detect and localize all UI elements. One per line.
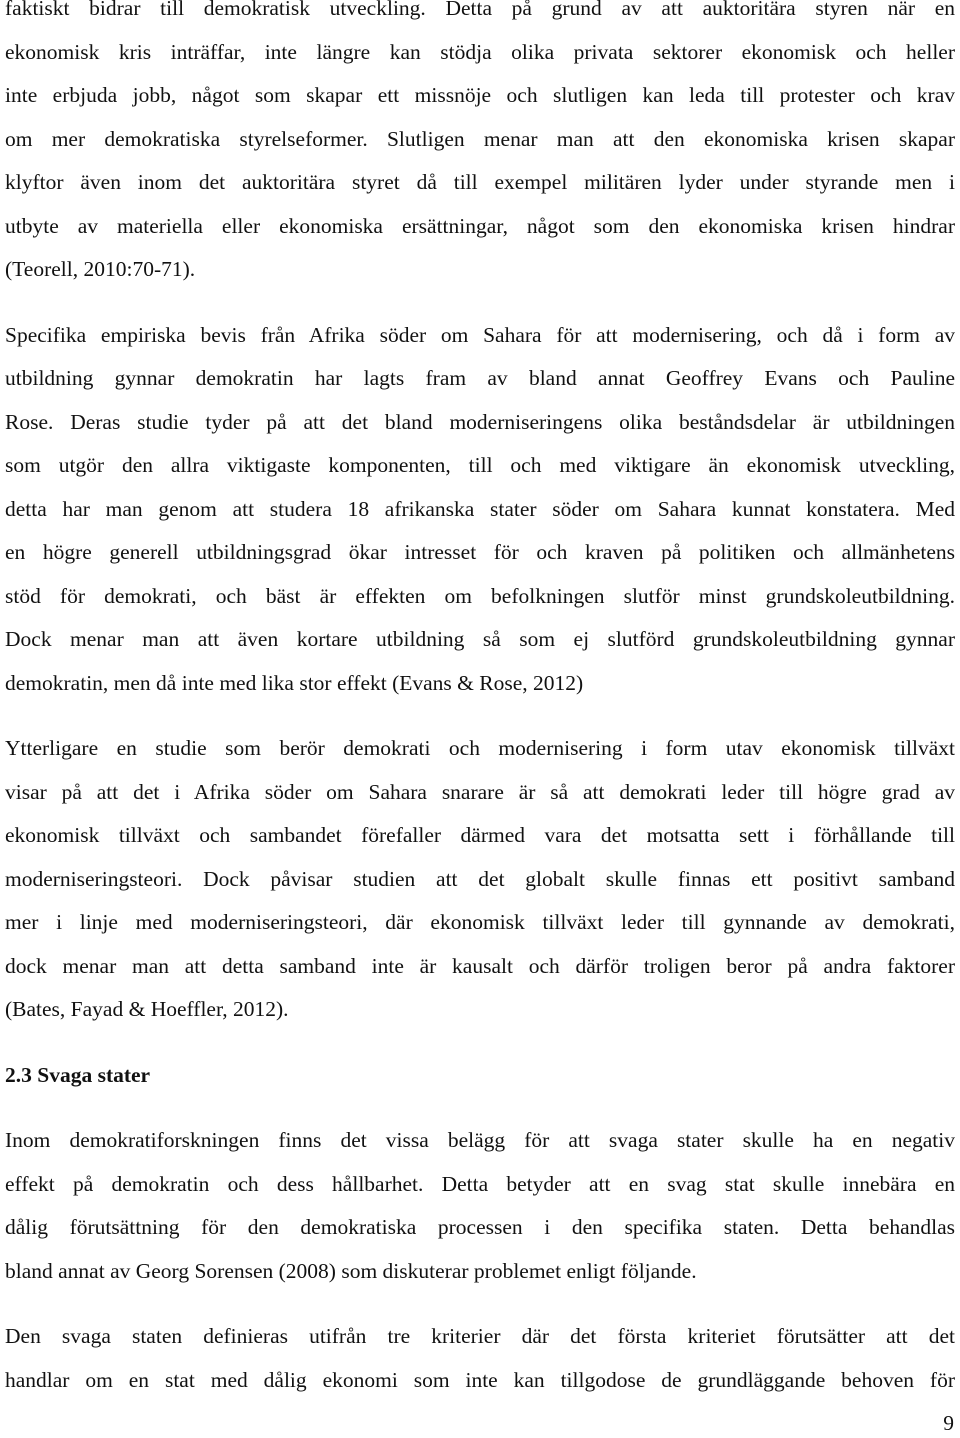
- text-line: mer i linje med moderniseringsteori, där ekonomisk tillväxt leder till gynnande av demokrati,: [5, 910, 955, 934]
- text-line: effekt på demokratin och dess hållbarhet. Detta betyder att en svag stat skulle innebära en: [5, 1171, 955, 1196]
- paragraph-gap: [5, 705, 955, 727]
- text-line: Dock menar man att även kortare utbildning så som ej slutförd grundskoleutbildning gynnar: [5, 627, 955, 651]
- text-line: moderniseringsteori. Dock påvisar studien att det globalt skulle finnas ett positivt samband: [5, 866, 955, 891]
- paragraph-gap: [5, 292, 955, 314]
- text-line: som utgör den allra viktigaste komponenten, till och med viktigare än ekonomisk utveckling,: [5, 453, 955, 477]
- document-page: [5, 0, 955, 1402]
- section-heading: 2.3 Svaga stater: [5, 1062, 151, 1087]
- text-line: ekonomisk kris inträffar, inte längre kan stödja olika privata sektorer ekonomisk och heller: [5, 39, 955, 64]
- text-line: handlar om en stat med dålig ekonomi som inte kan tillgodose de grundläggande behoven för: [5, 1367, 955, 1392]
- text-line: visar på att det i Afrika söder om Sahara snarare är så att demokrati leder till högre grad av: [5, 779, 955, 804]
- text-line: demokratin, men då inte med lika stor effekt (Evans & Rose, 2012): [5, 670, 584, 695]
- text-line: en högre generell utbildningsgrad ökar intresset för och kraven på politiken och allmänhetens: [5, 540, 955, 564]
- paragraph-definition: [5, 1315, 955, 1402]
- paragraph-gap: [5, 1032, 955, 1054]
- text-line: utbildning gynnar demokratin har lagts fram av bland annat Geoffrey Evans och Pauline: [5, 366, 955, 390]
- text-line: om mer demokratiska styrelseformer. Slutligen menar man att den ekonomiska krisen skapar: [5, 126, 955, 151]
- paragraph-gap: [5, 1097, 955, 1119]
- paragraph-economic-crisis: [5, 0, 955, 292]
- text-line: utbyte av materiella eller ekonomiska ersättningar, något som den ekonomiska krisen hindrar: [5, 213, 955, 238]
- text-line: Ytterligare en studie som berör demokrati och modernisering i form utav ekonomisk tillväxt: [5, 736, 955, 760]
- text-line: Rose. Deras studie tyder på att det bland moderniseringens olika beståndsdelar är utbildningen: [5, 409, 955, 434]
- text-line: dålig förutsättning för den demokratiska processen i den specifika staten. Detta behandlas: [5, 1215, 955, 1239]
- text-line: faktiskt bidrar till demokratisk utveckling. Detta på grund av att auktoritära styren när en: [5, 0, 955, 20]
- paragraph-education: [5, 314, 955, 706]
- text-line: (Bates, Fayad & Hoeffler, 2012).: [5, 997, 289, 1021]
- page-number: 9: [943, 1411, 954, 1435]
- text-line: klyftor även inom det auktoritära styret då till exempel militären lyder under styrande men i: [5, 170, 955, 194]
- text-line: dock menar man att detta samband inte är kausalt och därför troligen beror på andra faktorer: [5, 953, 955, 978]
- paragraph-growth: [5, 727, 955, 1032]
- text-line: inte erbjuda jobb, något som skapar ett missnöje och slutligen kan leda till protester och krav: [5, 83, 955, 107]
- paragraph-gap: [5, 1293, 955, 1315]
- paragraph-weak-states: [5, 1119, 955, 1293]
- text-line: Inom demokratiforskningen finns det vissa belägg för att svaga stater skulle ha en negativ: [5, 1128, 955, 1152]
- text-line: (Teorell, 2010:70-71).: [5, 257, 196, 281]
- text-line: ekonomisk tillväxt och sambandet förefaller därmed vara det motsatta sett i förhållande till: [5, 823, 955, 847]
- text-line: Den svaga staten definieras utifrån tre kriterier där det första kriteriet förutsätter att det: [5, 1324, 955, 1348]
- text-line: detta har man genom att studera 18 afrikanska stater söder om Sahara kunnat konstatera. Med: [5, 496, 955, 521]
- text-line: Specifika empiriska bevis från Afrika söder om Sahara för att modernisering, och då i form av: [5, 322, 955, 347]
- text-line: bland annat av Georg Sorensen (2008) som diskuterar problemet enligt följande.: [5, 1258, 697, 1283]
- text-line: stöd för demokrati, och bäst är effekten om befolkningen slutför minst grundskoleutbildning.: [5, 583, 955, 608]
